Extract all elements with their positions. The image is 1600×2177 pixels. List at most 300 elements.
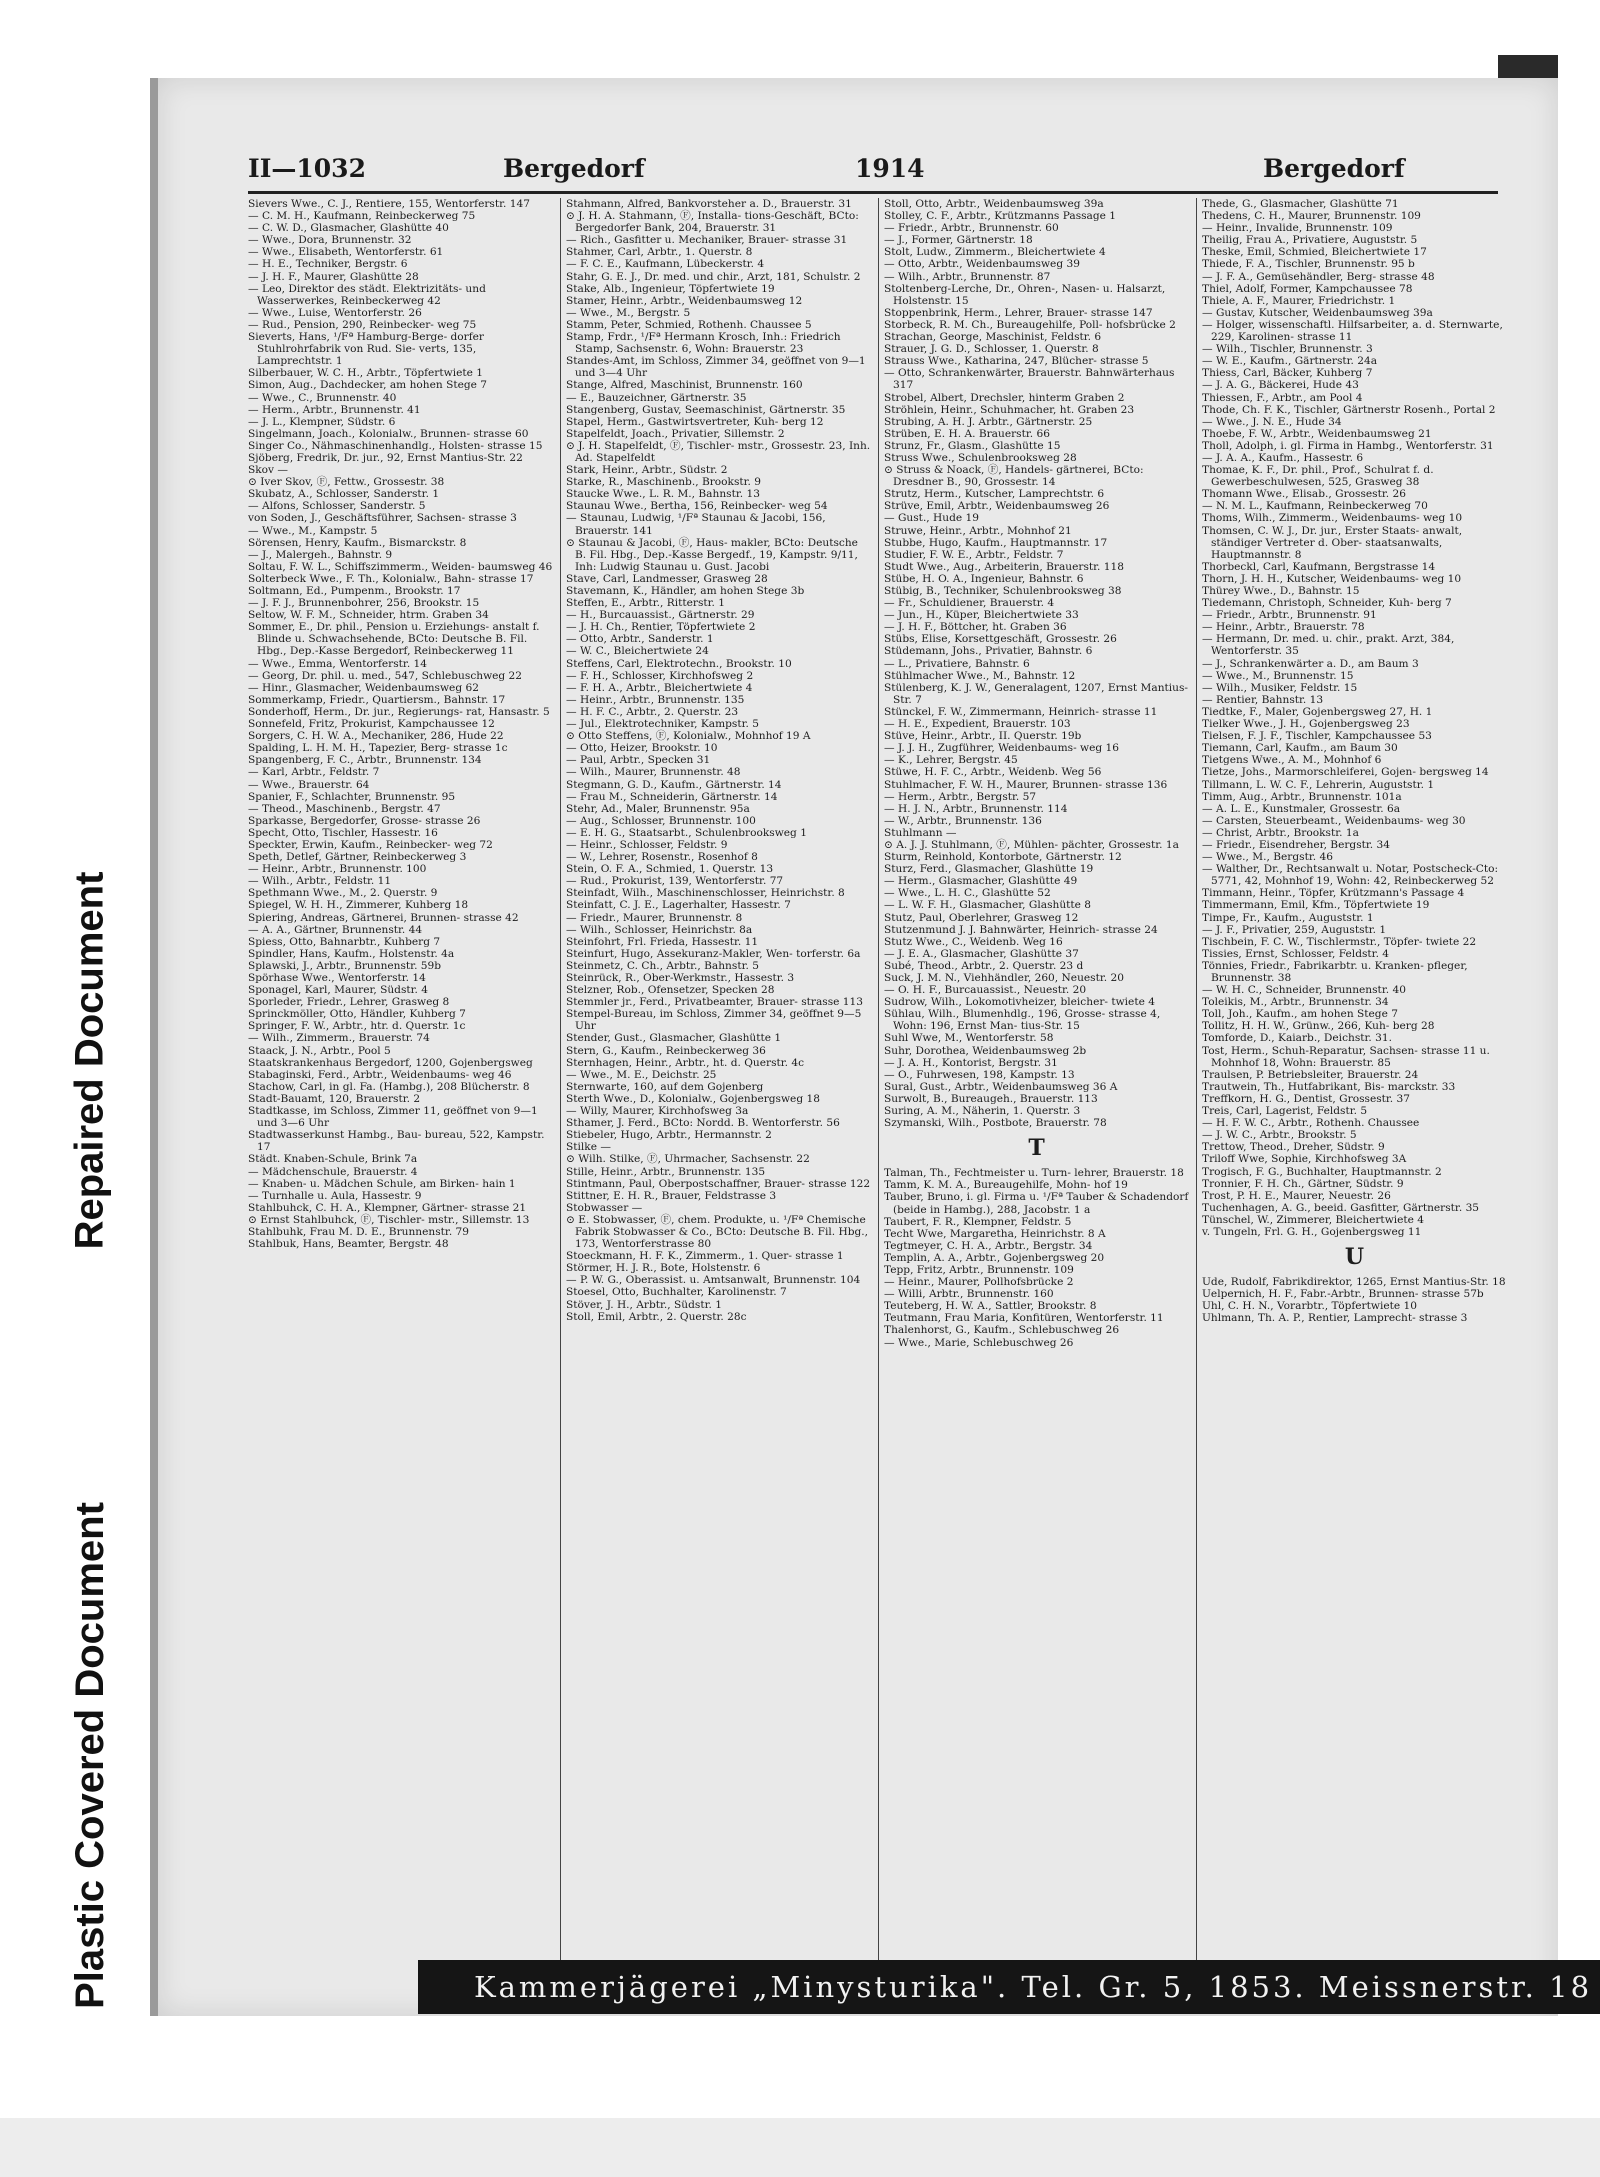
header-year: 1914 <box>855 154 925 183</box>
directory-entry: Sonderhoff, Herm., Dr. jur., Regierungs- rat, Hansastr. 5 <box>248 705 550 718</box>
directory-entry: — Staunau, Ludwig, ¹/Fª Staunau & Jacobi, 156, Brauerstr. 141 <box>566 512 826 537</box>
header-rule <box>248 191 1498 194</box>
directory-entry: Stein, O. F. A., Schmied, 1. Querstr. 13 <box>566 863 774 876</box>
directory-entry: — Friedr., Maurer, Brunnenstr. 8 <box>566 911 743 924</box>
directory-entry: — Wwe., C., Brunnenstr. 40 <box>248 391 397 404</box>
directory-entry: Ströhlein, Heinr., Schuhmacher, ht. Graben 23 <box>884 403 1135 416</box>
directory-entry: Sthamer, J. Ferd., BCto: Nordd. B. Wentorferstr. 56 <box>566 1117 840 1130</box>
directory-entry: — J. F. A., Gemüsehändler, Berg- strasse 48 <box>1202 270 1435 283</box>
directory-entry: Strauss Wwe., Katharina, 247, Blücher- strasse 5 <box>884 355 1149 368</box>
directory-entry: Thiele, A. F., Maurer, Friedrichstr. 1 <box>1202 294 1396 307</box>
directory-entry: Stamm, Peter, Schmied, Rothenh. Chaussee 5 <box>566 318 812 331</box>
directory-entry: — J. W. C., Arbtr., Brookstr. 5 <box>1202 1129 1357 1142</box>
directory-entry: — Heinr., Invalide, Brunnenstr. 109 <box>1202 222 1393 235</box>
directory-entry: ⊙ Otto Steffens, Ⓕ, Kolonialw., Mohnhof 19 A <box>566 730 811 743</box>
directory-entry: Thiede, F. A., Tischler, Brunnenstr. 95 b <box>1202 258 1415 271</box>
directory-entry: Stahr, G. E. J., Dr. med. und chir., Arzt, 181, Schulstr. 2 <box>566 270 861 283</box>
directory-entry: Thoms, Wilh., Zimmerm., Weidenbaums- weg 10 <box>1202 512 1463 525</box>
directory-entry: — Herm., Glasmacher, Glashütte 49 <box>884 875 1078 888</box>
directory-entry: — Wwe., M., Kampstr. 5 <box>248 524 378 537</box>
directory-entry: Stapelfeldt, Joach., Privatier, Sillemstr. 2 <box>566 427 785 440</box>
directory-entry: — E., Bauzeichner, Gärtnerstr. 35 <box>566 391 747 404</box>
directory-entry: Spalding, L. H. M. H., Tapezier, Berg- strasse 1c <box>248 742 508 755</box>
directory-column-1 <box>248 198 553 1963</box>
directory-entry: Städt. Knaben-Schule, Brink 7a <box>248 1153 418 1166</box>
directory-entry: Trost, P. H. E., Maurer, Neuestr. 26 <box>1202 1189 1391 1202</box>
directory-entry: Strauer, J. G. D., Schlosser, 1. Querstr. 8 <box>884 343 1099 356</box>
directory-entry: — Fr., Schuldiener, Brauerstr. 4 <box>884 597 1055 610</box>
directory-entry: — F. H. A., Arbtr., Bleichertwiete 4 <box>566 681 753 694</box>
directory-entry: — P. W. G., Oberassist. u. Amtsanwalt, Brunnenstr. 104 <box>566 1274 861 1287</box>
directory-entry: Sievers Wwe., C. J., Rentiere, 155, Wentorferstr. 147 <box>248 198 530 210</box>
directory-entry: — Turnhalle u. Aula, Hassestr. 9 <box>248 1189 422 1202</box>
directory-entry: Thalenhorst, G., Kaufm., Schlebuschweg 26 <box>884 1324 1120 1337</box>
directory-entry: Stolley, C. F., Arbtr., Krützmanns Passage 1 <box>884 210 1117 223</box>
directory-column-4 <box>1202 198 1507 1963</box>
directory-entry: — C. W. D., Glasmacher, Glashütte 40 <box>248 222 449 235</box>
directory-entry: Steinfohrt, Frl. Frieda, Hassestr. 11 <box>566 935 759 948</box>
directory-entry: Sterth Wwe., D., Kolonialw., Gojenbergsweg 18 <box>566 1092 820 1105</box>
directory-entry: — Heinr., Maurer, Pollhofsbrücke 2 <box>884 1276 1074 1289</box>
directory-entry: Sural, Gust., Arbtr., Weidenbaumsweg 36 A <box>884 1080 1118 1093</box>
directory-entry: — W., Arbtr., Brunnenstr. 136 <box>884 814 1042 827</box>
directory-entry: — Wwe., M., Bergstr. 46 <box>1202 851 1333 864</box>
directory-entry: — Carsten, Steuerbeamt., Weidenbaums- weg 30 <box>1202 814 1466 827</box>
directory-entry: Specht, Otto, Tischler, Hassestr. 16 <box>248 826 438 839</box>
page-number: II—1032 <box>248 154 366 183</box>
directory-entry: — Hermann, Dr. med. u. chir., prakt. Arzt, 384, Wentorferstr. 35 <box>1202 633 1455 658</box>
directory-entry: Suring, A. M., Näherin, 1. Querstr. 3 <box>884 1105 1081 1118</box>
directory-entry: Trettow, Theod., Dreher, Südstr. 9 <box>1202 1141 1385 1154</box>
directory-entry: Tielsen, F. J. F., Tischler, Kampchaussee 53 <box>1202 730 1432 743</box>
column-divider <box>878 198 879 1963</box>
directory-entry: — F. C. E., Kaufmann, Lübeckerstr. 4 <box>566 258 765 271</box>
directory-entry: Timmann, Heinr., Töpfer, Krützmann's Passage 4 <box>1202 887 1465 900</box>
directory-entry: — Friedr., Eisendreher, Bergstr. 34 <box>1202 838 1391 851</box>
directory-entry: Speth, Detlef, Gärtner, Reinbeckerweg 3 <box>248 851 467 864</box>
directory-entry: Thiessen, F., Arbtr., am Pool 4 <box>1202 391 1363 404</box>
directory-entry: Stelzner, Rob., Ofensetzer, Specken 28 <box>566 984 775 997</box>
directory-entry: — L., Privatiere, Bahnstr. 6 <box>884 657 1030 670</box>
directory-entry: Tünschel, W., Zimmerer, Bleichertwiete 4 <box>1202 1213 1425 1226</box>
directory-entry: Strüve, Emil, Arbtr., Weidenbaumsweg 26 <box>884 500 1110 513</box>
column-divider <box>1196 198 1197 1963</box>
directory-column-2 <box>566 198 871 1963</box>
directory-entry: Standes-Amt, im Schloss, Zimmer 34, geöffnet von 9—1 und 3—4 Uhr <box>566 355 866 380</box>
directory-entry: — Aug., Schlosser, Brunnenstr. 100 <box>566 814 756 827</box>
directory-entry: Struss Wwe., Schulenbrooksweg 28 <box>884 451 1077 464</box>
directory-entry: Spanier, F., Schlachter, Brunnenstr. 95 <box>248 790 456 803</box>
directory-entry: Uhlmann, Th. A. P., Rentier, Lamprecht- strasse 3 <box>1202 1312 1468 1325</box>
directory-entry: Thiess, Carl, Bäcker, Kuhberg 7 <box>1202 367 1373 380</box>
directory-entry: Talman, Th., Fechtmeister u. Turn- lehrer, Brauerstr. 18 <box>884 1167 1184 1180</box>
directory-entry: Stüwe, H. F. C., Arbtr., Weidenb. Weg 56 <box>884 766 1102 779</box>
directory-entry: Tietze, Johs., Marmorschleiferei, Gojen- bergsweg 14 <box>1202 766 1489 779</box>
directory-entry: Studt Wwe., Aug., Arbeiterin, Brauerstr. 118 <box>884 560 1124 573</box>
scan-margin <box>0 2118 1600 2177</box>
directory-entry: Speckter, Erwin, Kaufm., Reinbecker- weg 72 <box>248 838 493 851</box>
directory-entry: Sorgers, C. H. W. A., Mechaniker, 286, Hude 22 <box>248 730 504 743</box>
directory-entry: Splawski, J., Arbtr., Brunnenstr. 59b <box>248 959 442 972</box>
directory-entry: Stoesel, Otto, Buchhalter, Karolinenstr. 7 <box>566 1286 787 1299</box>
directory-entry: — Heinr., Arbtr., Brunnenstr. 135 <box>566 693 745 706</box>
directory-entry: Sühlau, Wilh., Blumenhdlg., 196, Grosse- strasse 4, Wohn: 196, Ernst Man- tius-Str. 15 <box>884 1008 1161 1033</box>
directory-entry: Timpe, Fr., Kaufm., Auguststr. 1 <box>1202 911 1374 924</box>
directory-entry: Trautwein, Th., Hutfabrikant, Bis- marckstr. 33 <box>1202 1080 1456 1093</box>
directory-entry: — J. H. Ch., Rentier, Töpfertwiete 2 <box>566 621 756 634</box>
directory-entry: Sternhagen, Heinr., Arbtr., ht. d. Querstr. 4c <box>566 1056 805 1069</box>
directory-entry: — Wwe., J. N. E., Hude 34 <box>1202 415 1342 428</box>
directory-entry: Szymanski, Wilh., Postbote, Brauerstr. 78 <box>884 1117 1107 1130</box>
directory-entry: Stutzenmund J. J. Bahnwärter, Heinrich- strasse 24 <box>884 923 1158 936</box>
directory-entry: Singelmann, Joach., Kolonialw., Brunnen- strasse 60 <box>248 427 529 440</box>
directory-entry: — Otto, Arbtr., Sanderstr. 1 <box>566 633 714 646</box>
directory-entry: Sudrow, Wilh., Lokomotivheizer, bleicher- twiete 4 <box>884 996 1155 1009</box>
directory-entry: — J., Schrankenwärter a. D., am Baum 3 <box>1202 657 1419 670</box>
directory-entry: Stake, Alb., Ingenieur, Töpfertwiete 19 <box>566 282 775 295</box>
directory-entry: — Wilh., Arbtr., Brunnenstr. 87 <box>884 270 1051 283</box>
directory-entry: von Soden, J., Geschäftsführer, Sachsen- strasse 3 <box>248 512 517 525</box>
directory-entry: Stemmler jr., Ferd., Privatbeamter, Brauer- strasse 113 <box>566 996 864 1009</box>
directory-entry: Stübs, Elise, Korsettgeschäft, Grossestr. 26 <box>884 633 1117 646</box>
directory-entry: Thedens, C. H., Maurer, Brunnenstr. 109 <box>1202 210 1421 223</box>
directory-entry: — Willi, Arbtr., Brunnenstr. 160 <box>884 1288 1054 1301</box>
directory-entry: ⊙ Staunau & Jacobi, Ⓕ, Haus- makler, BCto: Deutsche B. Fil. Hbg., Dep.-Kasse Bergedf., 19, Kampstr. 9/11, Inh: Ludwig Staunau u. Gust. Jacobi <box>566 536 858 573</box>
directory-entry: Stülenberg, K. J. W., Generalagent, 1207, Ernst Mantius-Str. 7 <box>884 681 1189 706</box>
directory-entry: — Knaben- u. Mädchen Schule, am Birken- hain 1 <box>248 1177 516 1190</box>
directory-entry: Stempel-Bureau, im Schloss, Zimmer 34, geöffnet 9—5 Uhr <box>566 1008 862 1033</box>
directory-entry: — J. L., Klempner, Südstr. 6 <box>248 415 396 428</box>
directory-entry: Tischbein, F. C. W., Tischlermstr., Töpfer- twiete 22 <box>1202 935 1477 948</box>
directory-entry: Thorbeckl, Carl, Kaufmann, Bergstrasse 14 <box>1202 560 1436 573</box>
column-divider <box>560 198 561 1963</box>
directory-entry: — W. E., Kaufm., Gärtnerstr. 24a <box>1202 355 1378 368</box>
directory-entry: — Friedr., Arbtr., Brunnenstr. 91 <box>1202 609 1377 622</box>
directory-entry: — J. F. J., Brunnenbohrer, 256, Brookstr. 15 <box>248 597 480 610</box>
directory-entry: ⊙ J. H. Stapelfeldt, Ⓕ, Tischler- mstr., Grossestr. 23, Inh. Ad. Stapelfeldt <box>566 439 871 464</box>
directory-entry: Sturz, Ferd., Glasmacher, Glashütte 19 <box>884 863 1094 876</box>
directory-entry: Thorn, J. H. H., Kutscher, Weidenbaums- weg 10 <box>1202 572 1462 585</box>
directory-entry: Stübig, B., Techniker, Schulenbrooksweg 38 <box>884 585 1122 597</box>
directory-entry: — J. A. G., Bäckerei, Hude 43 <box>1202 379 1359 392</box>
directory-entry: Spangenberg, F. C., Arbtr., Brunnenstr. 134 <box>248 754 482 767</box>
directory-entry: Steinfatt, C. J. E., Lagerhalter, Hassestr. 7 <box>566 899 791 912</box>
header-right-title: Bergedorf <box>1263 154 1405 183</box>
directory-entry: Stadt-Bauamt, 120, Brauerstr. 2 <box>248 1092 421 1105</box>
directory-entry: ⊙ A. J. J. Stuhlmann, Ⓕ, Mühlen- pächter, Grossestr. 1a <box>884 838 1179 851</box>
directory-entry: Sieverts, Hans, ¹/Fª Hamburg-Berge- dorfer Stuhlrohrfabrik von Rud. Sie- verts, 135, Lamprechtstr. 1 <box>248 331 485 368</box>
directory-entry: Störmer, H. J. R., Bote, Holstenstr. 6 <box>566 1262 761 1275</box>
plastic-covered-label <box>55 1460 125 2050</box>
directory-entry: — Rich., Gasfitter u. Mechaniker, Brauer- strasse 31 <box>566 234 848 247</box>
directory-entry: — Heinr., Arbtr., Brunnenstr. 100 <box>248 863 427 876</box>
directory-entry: — Paul, Arbtr., Specken 31 <box>566 754 711 767</box>
directory-entry: — W. H. C., Schneider, Brunnenstr. 40 <box>1202 984 1406 997</box>
directory-entry: Stöver, J. H., Arbtr., Südstr. 1 <box>566 1298 722 1311</box>
directory-entry: — C. M. H., Kaufmann, Reinbeckerweg 75 <box>248 210 476 223</box>
page-header <box>248 154 1498 188</box>
directory-entry: Tönnies, Friedr., Fabrikarbtr. u. Kranken- pfleger, Brunnenstr. 38 <box>1202 959 1468 984</box>
directory-entry: Techt Wwe, Margaretha, Heinrichstr. 8 A <box>884 1227 1106 1240</box>
directory-entry: — Wwe., L. H. C., Glashütte 52 <box>884 887 1051 900</box>
directory-entry: Stern, G., Kaufm., Reinbeckerweg 36 <box>566 1044 766 1057</box>
directory-entry: — Jul., Elektrotechniker, Kampstr. 5 <box>566 718 759 731</box>
directory-entry: — H. J. N., Arbtr., Brunnenstr. 114 <box>884 802 1068 815</box>
directory-entry: Taubert, F. R., Klempner, Feldstr. 5 <box>884 1215 1072 1228</box>
directory-entry: Staucke Wwe., L. R. M., Bahnstr. 13 <box>566 488 760 501</box>
directory-entry: — Wilh., Zimmerm., Brauerstr. 74 <box>248 1032 430 1045</box>
directory-entry: Stahmann, Alfred, Bankvorsteher a. D., Brauerstr. 31 <box>566 198 852 210</box>
directory-entry: Stoeckmann, H. F. K., Zimmerm., 1. Quer- strasse 1 <box>566 1250 844 1263</box>
directory-entry: — Heinr., Arbtr., Brauerstr. 78 <box>1202 621 1365 634</box>
directory-entry: — Otto, Arbtr., Weidenbaumsweg 39 <box>884 258 1080 271</box>
directory-entry: — J. A. H., Kontorist, Bergstr. 31 <box>884 1056 1058 1069</box>
directory-entry: Stübe, H. O. A., Ingenieur, Bahnstr. 6 <box>884 572 1084 585</box>
directory-entry: Steffens, Carl, Elektrotechn., Brookstr. 10 <box>566 657 792 670</box>
directory-entry: Stave, Carl, Landmesser, Grasweg 28 <box>566 572 768 585</box>
directory-entry: — J. F., Privatier, 259, Auguststr. 1 <box>1202 923 1387 936</box>
directory-entry: Staunau Wwe., Bertha, 156, Reinbecker- weg 54 <box>566 500 828 513</box>
directory-entry: Treffkorn, H. G., Dentist, Grossestr. 37 <box>1202 1092 1411 1105</box>
directory-entry: — W., Lehrer, Rosenstr., Rosenhof 8 <box>566 851 758 864</box>
directory-entry: — O. H. F., Burcauassist., Neuestr. 20 <box>884 984 1087 997</box>
directory-entry: Tuchenhagen, A. G., beeid. Gasfitter, Gärtnerstr. 35 <box>1202 1201 1480 1214</box>
directory-entry: Stutz Wwe., C., Weidenb. Weg 16 <box>884 935 1063 948</box>
directory-entry: — J., Former, Gärtnerstr. 18 <box>884 234 1033 247</box>
directory-entry: Tielker Wwe., J. H., Gojenbergsweg 23 <box>1202 718 1410 731</box>
directory-entry: Tietgens Wwe., A. M., Mohnhof 6 <box>1202 754 1382 767</box>
directory-entry: Uhl, C. H. N., Vorarbtr., Töpfertwiete 10 <box>1202 1300 1417 1313</box>
directory-entry: — H. F. C., Arbtr., 2. Querstr. 23 <box>566 705 739 718</box>
directory-entry: — Holger, wissenschaftl. Hilfsarbeiter, a. d. Sternwarte, 229, Karolinen- strasse 11 <box>1202 318 1503 344</box>
section-letter: U <box>1344 1244 1365 1271</box>
directory-entry: Suhr, Dorothea, Weidenbaumsweg 2b <box>884 1044 1087 1057</box>
directory-entry: Stabaginski, Ferd., Arbtr., Weidenbaums- weg 46 <box>248 1068 512 1081</box>
directory-entry: — Wwe., Luise, Wentorferstr. 26 <box>248 306 422 319</box>
directory-entry: ⊙ Wilh. Stilke, Ⓕ, Uhrmacher, Sachsenstr. 22 <box>566 1153 810 1166</box>
repaired-document-label <box>55 780 125 1340</box>
directory-entry: Thürey Wwe., D., Bahnstr. 15 <box>1202 585 1360 597</box>
directory-entry: Toleikis, M., Arbtr., Brunnenstr. 34 <box>1202 996 1389 1009</box>
directory-entry: Stüdemann, Johs., Privatier, Bahnstr. 6 <box>884 645 1093 658</box>
directory-entry: Stadtkasse, im Schloss, Zimmer 11, geöffnet von 9—1 und 3—6 Uhr <box>248 1105 538 1130</box>
directory-entry: Skubatz, A., Schlosser, Sanderstr. 1 <box>248 488 440 501</box>
directory-entry: Stoll, Otto, Arbtr., Weidenbaumsweg 39a <box>884 198 1104 210</box>
directory-entry: Stamer, Heinr., Arbtr., Weidenbaumsweg 12 <box>566 294 803 307</box>
directory-entry: — F. H., Schlosser, Kirchhofsweg 2 <box>566 669 754 682</box>
directory-entry: Stahlbuhk, Frau M. D. E., Brunnenstr. 79 <box>248 1225 470 1238</box>
directory-entry: Tamm, K. M. A., Bureaugehilfe, Mohn- hof 19 <box>884 1179 1128 1192</box>
directory-entry: Stadtwasserkunst Hambg., Bau- bureau, 522, Kampstr. 17 <box>248 1129 545 1154</box>
directory-entry: Tholl, Adolph, i. gl. Firma in Hambg., Wentorferstr. 31 <box>1202 439 1494 452</box>
directory-entry: Uelpernich, H. F., Fabr.-Arbtr., Brunnen- strasse 57b <box>1202 1288 1484 1301</box>
directory-entry: — J., Malergeh., Bahnstr. 9 <box>248 548 393 561</box>
directory-entry: v. Tungeln, Frl. G. H., Gojenbergsweg 11 <box>1202 1225 1422 1238</box>
directory-entry: Stiebeler, Hugo, Arbtr., Hermannstr. 2 <box>566 1129 772 1142</box>
directory-entry: — H. F. W. C., Arbtr., Rothenh. Chaussee <box>1202 1117 1420 1130</box>
directory-entry: Thomsen, C. W. J., Dr. jur., Erster Staats- anwalt, ständiger Vertreter d. Ober- staatsanwalts, Hauptmannstr. 8 <box>1202 524 1463 561</box>
directory-entry: — Wwe., M., Bergstr. 5 <box>566 306 691 319</box>
directory-entry: Stuhlmann — <box>884 826 957 839</box>
directory-entry: Tost, Herm., Schuh-Reparatur, Sachsen- strasse 11 u. Mohnhof 18, Wohn: Brauerstr. 85 <box>1202 1044 1490 1069</box>
repaired-document-text: Repaired Document <box>67 871 112 1249</box>
directory-entry: — W. C., Bleichertwiete 24 <box>566 645 709 658</box>
directory-entry: — Wilh., Schlosser, Heinrichstr. 8a <box>566 923 753 936</box>
directory-entry: Treis, Carl, Lagerist, Feldstr. 5 <box>1202 1105 1368 1118</box>
directory-entry: Stahlbuk, Hans, Beamter, Bergstr. 48 <box>248 1238 449 1251</box>
directory-entry: Stegmann, G. D., Kaufm., Gärtnerstr. 14 <box>566 778 782 791</box>
directory-entry: Sommer, E., Dr. phil., Pension u. Erziehungs- anstalt f. Blinde u. Schwachsehende, BCto: Deutsche B. Fil. Hbg., Dep.-Kasse Bergedorf, Reinbeckerweg 11 <box>248 621 540 658</box>
directory-entry: Stobwasser — <box>566 1201 643 1214</box>
directory-entry: Spethmann Wwe., M., 2. Querstr. 9 <box>248 887 438 900</box>
directory-entry: Steinfurt, Hugo, Assekuranz-Makler, Wen- torferstr. 6a <box>566 947 861 960</box>
directory-entry: — J. H. F., Maurer, Glashütte 28 <box>248 270 419 283</box>
directory-entry: Sternwarte, 160, auf dem Gojenberg <box>566 1080 764 1093</box>
section-letter: T <box>1028 1135 1045 1162</box>
directory-entry: Solterbeck Wwe., F. Th., Kolonialw., Bahn- strasse 17 <box>248 572 534 585</box>
directory-entry: Subé, Theod., Arbtr., 2. Querstr. 23 d <box>884 959 1084 972</box>
directory-entry: Theilig, Frau A., Privatiere, Auguststr. 5 <box>1202 234 1418 247</box>
directory-entry: Stavemann, K., Händler, am hohen Stege 3b <box>566 585 805 597</box>
directory-entry: — Rentier, Bahnstr. 13 <box>1202 693 1324 706</box>
directory-entry: Tollitz, H. H. W., Grünw., 266, Kuh- berg 28 <box>1202 1020 1435 1033</box>
directory-entry: — Rud., Pension, 290, Reinbecker- weg 75 <box>248 318 477 331</box>
directory-entry: Spörhase Wwe., Wentorferstr. 14 <box>248 972 426 984</box>
directory-entry: Spiess, Otto, Bahnarbtr., Kuhberg 7 <box>248 935 441 948</box>
directory-entry: Stille, Heinr., Arbtr., Brunnenstr. 135 <box>566 1165 766 1178</box>
directory-entry: Sporleder, Friedr., Lehrer, Grasweg 8 <box>248 996 450 1009</box>
directory-entry: Stühlmacher Wwe., M., Bahnstr. 12 <box>884 669 1076 682</box>
directory-entry: Strobel, Albert, Drechsler, hinterm Graben 2 <box>884 391 1125 404</box>
directory-entry: — Wwe., Elisabeth, Wentorferstr. 61 <box>248 246 444 259</box>
directory-entry: Strüben, E. H. A. Brauerstr. 66 <box>884 427 1050 440</box>
directory-entry: — Wilh., Maurer, Brunnenstr. 48 <box>566 766 741 779</box>
directory-entry: Stachow, Carl, in gl. Fa. (Hambg.), 208 Blücherstr. 8 <box>248 1080 530 1093</box>
directory-entry: ⊙ Iver Skov, Ⓕ, Fettw., Grossestr. 38 <box>248 476 445 489</box>
directory-entry: Tauber, Bruno, i. gl. Firma u. ¹/Fª Tauber & Schadendorf (beide in Hambg.), 288, Jacobstr. 1 a <box>884 1191 1189 1216</box>
directory-entry: — Leo, Direktor des städt. Elektrizitäts- und Wasserwerkes, Reinbeckerweg 42 <box>248 282 486 307</box>
directory-entry: Triloff Wwe, Sophie, Kirchhofsweg 3A <box>1202 1153 1407 1166</box>
directory-entry: — N. M. L., Kaufmann, Reinbeckerweg 70 <box>1202 500 1428 513</box>
directory-entry: Stintmann, Paul, Oberpostschaffner, Brauer- strasse 122 <box>566 1177 871 1190</box>
directory-entry: — Hinr., Glasmacher, Weidenbaumsweg 62 <box>248 681 479 694</box>
directory-entry: Stolt, Ludw., Zimmerm., Bleichertwiete 4 <box>884 246 1106 259</box>
directory-entry: Stangenberg, Gustav, Seemaschinist, Gärtnerstr. 35 <box>566 403 846 416</box>
directory-entry: — Georg, Dr. phil. u. med., 547, Schlebuschweg 22 <box>248 669 523 682</box>
directory-entry: — Wilh., Musiker, Feldstr. 15 <box>1202 681 1358 694</box>
directory-entry: Stamp, Frdr., ¹/Fª Hermann Krosch, Inh.: Friedrich Stamp, Sachsenstr. 6, Wohn: Brauerstr. 23 <box>566 331 841 356</box>
directory-entry: Tomforde, D., Kaiarb., Deichstr. 31. <box>1202 1032 1392 1045</box>
directory-entry: — Jun., H., Küper, Bleichertwiete 33 <box>884 609 1079 622</box>
directory-entry: — H. E., Expedient, Brauerstr. 103 <box>884 718 1071 731</box>
directory-entry: Staack, J. N., Arbtr., Pool 5 <box>248 1044 391 1057</box>
directory-entry: Thoebe, F. W., Arbtr., Weidenbaumsweg 21 <box>1202 427 1432 440</box>
directory-entry: Stuhlmacher, F. W. H., Maurer, Brunnen- strasse 136 <box>884 778 1168 791</box>
directory-entry: Stoppenbrink, Herm., Lehrer, Brauer- strasse 147 <box>884 306 1153 319</box>
directory-entry: — Christ, Arbtr., Brookstr. 1a <box>1202 826 1359 839</box>
directory-entry: Strunz, Fr., Glasm., Glashütte 15 <box>884 439 1061 452</box>
directory-entry: — Herm., Arbtr., Bergstr. 57 <box>884 790 1037 803</box>
directory-entry: — Otto, Schrankenwärter, Brauerstr. Bahnwärterhaus 317 <box>884 367 1175 392</box>
directory-entry: Stüve, Heinr., Arbtr., II. Querstr. 19b <box>884 730 1082 743</box>
directory-entry: Thiel, Adolf, Former, Kampchaussee 78 <box>1202 282 1413 295</box>
directory-entry: — E. H. G., Staatsarbt., Schulenbrooksweg 1 <box>566 826 807 839</box>
directory-entry: Tiemann, Carl, Kaufm., am Baum 30 <box>1202 742 1398 755</box>
directory-columns <box>248 198 1506 1963</box>
directory-entry: Seltow, W. F. M., Schneider, htrm. Graben 34 <box>248 609 489 622</box>
directory-entry: Stark, Heinr., Arbtr., Südstr. 2 <box>566 464 728 477</box>
directory-entry: — L. W. F. H., Glasmacher, Glashütte 8 <box>884 899 1092 912</box>
directory-entry: Stoltenberg-Lerche, Dr., Ohren-, Nasen- u. Halsarzt, Holstenstr. 15 <box>884 282 1166 307</box>
directory-entry: Springer, F. W., Arbtr., htr. d. Querstr. 1c <box>248 1020 466 1033</box>
directory-entry: — Mädchenschule, Brauerstr. 4 <box>248 1165 418 1178</box>
directory-entry: Teuteberg, H. W. A., Sattler, Brookstr. 8 <box>884 1300 1097 1313</box>
directory-entry: — Alfons, Schlosser, Sanderstr. 5 <box>248 500 426 513</box>
directory-entry: Singer Co., Nähmaschinenhandlg., Holsten- strasse 15 <box>248 439 543 452</box>
directory-entry: Thode, Ch. F. K., Tischler, Gärtnerstr Rosenh., Portal 2 <box>1202 403 1496 416</box>
directory-column-3 <box>884 198 1189 1963</box>
directory-entry: Stilke — <box>566 1141 611 1154</box>
directory-entry: Theske, Emil, Schmied, Bleichertwiete 17 <box>1202 246 1427 259</box>
directory-entry: Steinrück, R., Ober-Werkmstr., Hassestr. 3 <box>566 972 795 984</box>
directory-entry: — Karl, Arbtr., Feldstr. 7 <box>248 766 380 779</box>
directory-entry: Spiering, Andreas, Gärtnerei, Brunnen- strasse 42 <box>248 911 519 924</box>
directory-entry: Soltau, F. W. L., Schiffszimmerm., Weiden- baumsweg 46 <box>248 560 553 573</box>
directory-entry: Trogisch, F. G., Buchhalter, Hauptmannstr. 2 <box>1202 1165 1442 1178</box>
directory-entry: Silberbauer, W. C. H., Arbtr., Töpfertwiete 1 <box>248 367 483 380</box>
directory-entry: Suck, J. M. N., Viehhändler, 260, Neuestr. 20 <box>884 972 1124 984</box>
directory-entry: Struwe, Heinr., Arbtr., Mohnhof 21 <box>884 524 1072 537</box>
directory-entry: Storbeck, R. M. Ch., Bureaugehilfe, Poll- hofsbrücke 2 <box>884 318 1176 331</box>
directory-entry: ⊙ E. Stobwasser, Ⓕ, chem. Produkte, u. ¹/Fª Chemische Fabrik Stobwasser & Co., BCto: Deutsche B. Fil. Hbg., 173, Wentorferstrasse 80 <box>566 1213 869 1251</box>
directory-entry: Tiedemann, Christoph, Schneider, Kuh- berg 7 <box>1202 597 1452 610</box>
directory-entry: Stittner, E. H. R., Brauer, Feldstrasse 3 <box>566 1189 777 1202</box>
directory-entry: — Otto, Heizer, Brookstr. 10 <box>566 742 718 755</box>
directory-entry: Tegtmeyer, C. H. A., Arbtr., Bergstr. 34 <box>884 1239 1093 1252</box>
directory-entry: — Wwe., Dora, Brunnenstr. 32 <box>248 234 412 247</box>
directory-entry: — J. A. A., Kaufm., Hassestr. 6 <box>1202 451 1364 464</box>
header-left-title: Bergedorf <box>503 154 645 183</box>
directory-entry: Stubbe, Hugo, Kaufm., Hauptmannstr. 17 <box>884 536 1108 549</box>
directory-entry: Templin, A. A., Arbtr., Gojenbergsweg 20 <box>884 1251 1105 1264</box>
directory-entry: Spiegel, W. H. H., Zimmerer, Kuhberg 18 <box>248 899 469 912</box>
directory-entry: Sturm, Reinhold, Kontorbote, Gärtnerstr. 12 <box>884 851 1122 864</box>
directory-entry: Spindler, Hans, Kaufm., Holstenstr. 4a <box>248 947 455 960</box>
directory-entry: — Gust., Hude 19 <box>884 512 980 525</box>
directory-entry: — J. J. H., Zugführer, Weidenbaums- weg 16 <box>884 742 1119 755</box>
directory-entry: Sponagel, Karl, Maurer, Südstr. 4 <box>248 984 429 997</box>
directory-entry: Stahlbuhck, C. H. A., Klempner, Gärtner- strasse 21 <box>248 1201 527 1214</box>
directory-entry: Timmermann, Emil, Kfm., Töpfertwiete 19 <box>1202 899 1430 912</box>
directory-entry: Staatskrankenhaus Bergedorf, 1200, Gojenbergsweg <box>248 1056 533 1069</box>
directory-entry: Strachan, George, Maschinist, Feldstr. 6 <box>884 331 1102 344</box>
directory-entry: Surwolt, B., Bureaugeh., Brauerstr. 113 <box>884 1092 1098 1105</box>
directory-entry: — Willy, Maurer, Kirchhofsweg 3a <box>566 1105 749 1118</box>
directory-entry: Stehr, Ad., Maler, Brunnenstr. 95a <box>566 802 750 815</box>
directory-entry: — J. E. A., Glasmacher, Glashütte 37 <box>884 947 1079 960</box>
directory-entry: Stahmer, Carl, Arbtr., 1. Querstr. 8 <box>566 246 753 259</box>
directory-entry: — Wwe., Brauerstr. 64 <box>248 778 370 791</box>
directory-page <box>150 78 1593 2016</box>
directory-entry: Toll, Joh., Kaufm., am hohen Stege 7 <box>1202 1008 1398 1021</box>
directory-entry: — Walther, Dr., Rechtsanwalt u. Notar, Postscheck-Cto: 5771, 42, Mohnhof 19, Wohn: 42, Reinbeckerweg 52 <box>1202 863 1499 888</box>
directory-entry: Starke, R., Maschinenb., Brookstr. 9 <box>566 476 762 489</box>
directory-entry: Studier, F. W. E., Arbtr., Feldstr. 7 <box>884 548 1064 561</box>
directory-entry: Strubing, A. H. J. Arbtr., Gärtnerstr. 25 <box>884 415 1093 428</box>
directory-entry: — Wwe., M., Brunnenstr. 15 <box>1202 669 1354 682</box>
directory-entry: — Heinr., Schlosser, Feldstr. 9 <box>566 838 728 851</box>
directory-entry: Skov — <box>248 464 289 477</box>
